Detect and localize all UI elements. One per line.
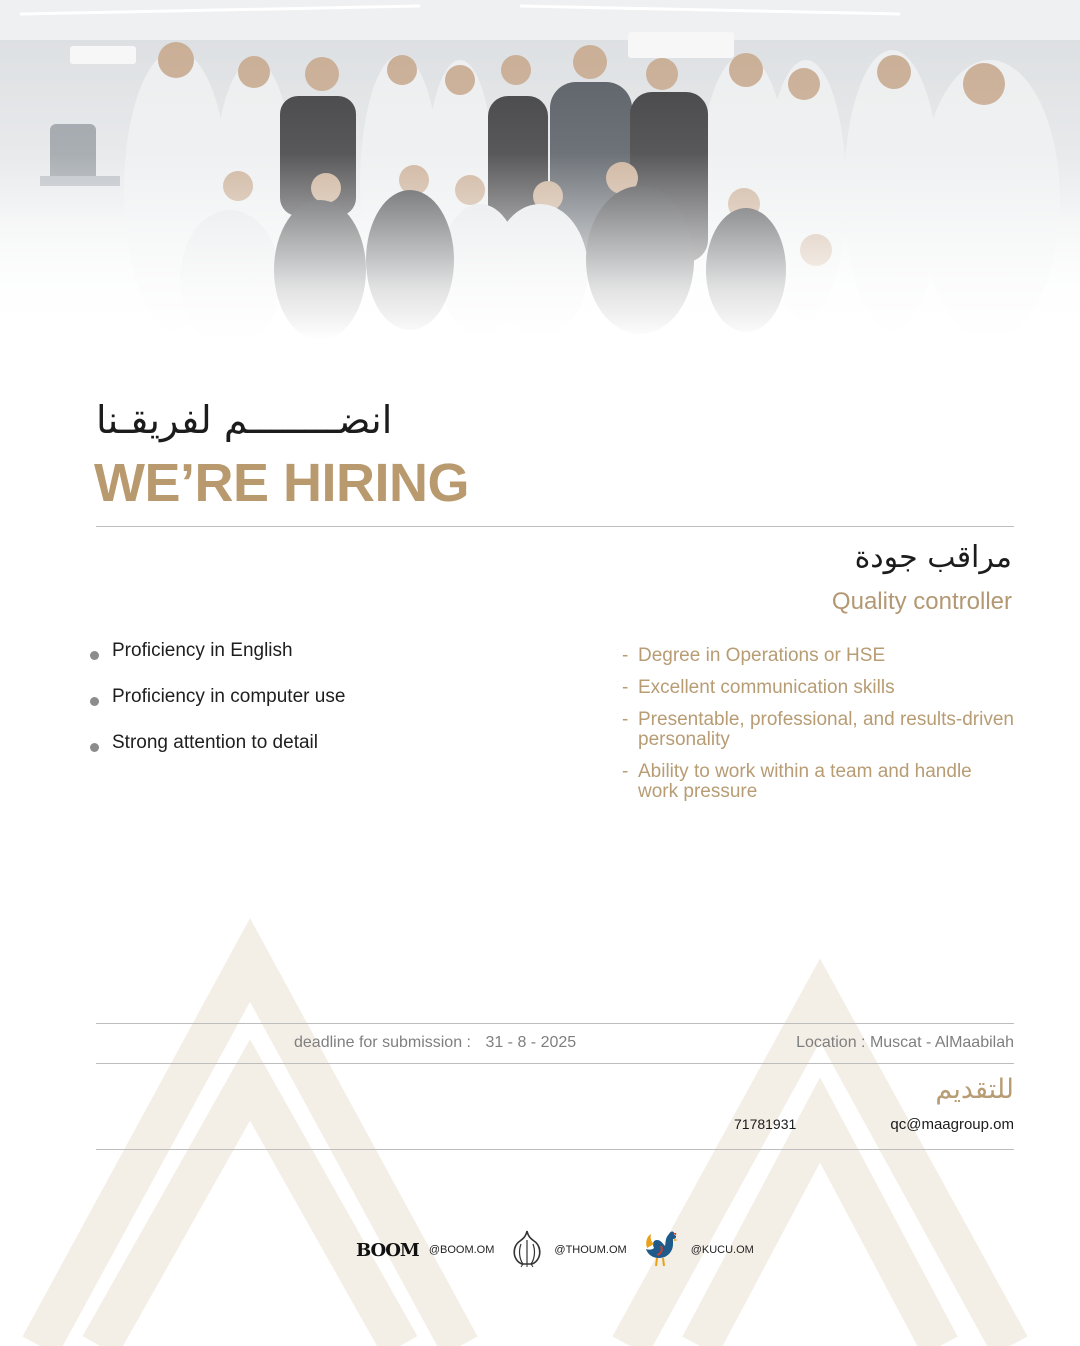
divider	[96, 526, 1014, 527]
brand-kucu[interactable]	[643, 1228, 754, 1272]
hiring-headline: WE’RE HIRING	[94, 453, 470, 513]
apply-label-arabic: للتقديم	[935, 1074, 1014, 1105]
requirements-list	[622, 646, 1022, 814]
job-title-arabic: مراقب جودة	[854, 540, 1012, 575]
brand-thoum[interactable]	[510, 1228, 626, 1272]
phone-number[interactable]: 71781931	[734, 1116, 797, 1132]
brand-handle: @BOOM.OM	[428, 1244, 495, 1256]
dash-icon: -	[622, 761, 629, 782]
requirement-text: Ability to work within a team and handle work pressure	[638, 761, 972, 802]
divider	[96, 1023, 1014, 1024]
list-item	[622, 646, 1022, 666]
list-item	[90, 686, 345, 732]
location: Location : Muscat - AlMaabilah	[796, 1034, 1014, 1051]
list-item	[90, 732, 345, 778]
dash-icon: -	[622, 645, 629, 666]
dash-icon: -	[622, 709, 629, 730]
skill-text: Strong attention to detail	[112, 732, 318, 753]
dash-icon: -	[622, 677, 629, 698]
divider	[96, 1063, 1014, 1064]
deadline	[294, 1034, 576, 1052]
deadline-date: 31 - 8 - 2025	[485, 1034, 577, 1051]
bullet-icon	[90, 651, 99, 660]
brand-handle: @THOUM.OM	[554, 1244, 627, 1256]
brand-boom[interactable]	[356, 1240, 494, 1261]
email-address[interactable]: qc@maagroup.om	[890, 1116, 1014, 1133]
list-item	[622, 678, 1022, 698]
requirement-text: Excellent communication skills	[638, 677, 895, 698]
bullet-icon	[90, 697, 99, 706]
divider	[96, 1149, 1014, 1150]
brand-logos	[356, 1228, 770, 1272]
arabic-heading: انضــــــــم لفريقـنا	[96, 398, 393, 442]
rooster-logo-icon	[643, 1228, 681, 1272]
job-title-english: Quality controller	[831, 588, 1012, 615]
list-item	[622, 710, 1030, 750]
requirement-text: Degree in Operations or HSE	[638, 645, 886, 666]
list-item	[90, 640, 345, 686]
garlic-logo-icon	[510, 1228, 544, 1272]
boom-logo-icon: BOOM	[356, 1239, 419, 1261]
skills-list	[90, 640, 345, 778]
team-photo	[0, 0, 1080, 340]
deadline-label: deadline for submission :	[294, 1034, 471, 1051]
skill-text: Proficiency in English	[112, 640, 293, 661]
list-item	[622, 762, 998, 802]
brand-handle: @KUCU.OM	[690, 1244, 754, 1256]
skill-text: Proficiency in computer use	[112, 686, 346, 707]
requirement-text: Presentable, professional, and results-driven personality	[638, 709, 1014, 750]
bullet-icon	[90, 743, 99, 752]
